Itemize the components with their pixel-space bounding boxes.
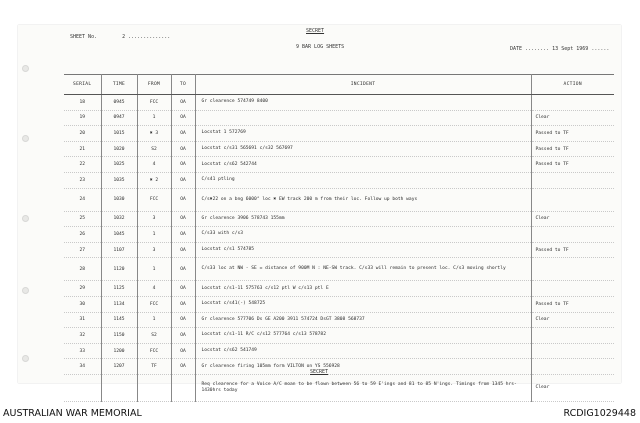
date-value: 13 Sept 1969 (552, 46, 589, 52)
cell-serial: 19 (64, 110, 101, 126)
cell-action: Passed to TF (531, 141, 614, 157)
cell-serial: 31 (64, 312, 101, 328)
cell-to: OA (171, 258, 195, 281)
cell-from: ✖ 2 (137, 172, 171, 188)
col-time: TIME (101, 75, 137, 95)
table-row (64, 126, 614, 142)
table-row (64, 211, 614, 227)
cell-incident: C/s33 with c/s3 (195, 227, 531, 243)
cell-time: 1150 (101, 328, 137, 344)
cell-incident: Locstat 1 572769 (195, 126, 531, 142)
cell-serial: 33 (64, 343, 101, 359)
cell-from: 3 (137, 211, 171, 227)
cell-incident: Locstat c/s41(-) 548725 (195, 296, 531, 312)
cell-time: 0947 (101, 110, 137, 126)
punch-hole (22, 355, 29, 362)
cell-from: 1 (137, 312, 171, 328)
cell-incident (195, 110, 531, 126)
cell-incident: Locstat c/s1-11 R/C c/s12 577764 c/s13 578782 (195, 328, 531, 344)
sheet-value: 2 (122, 34, 126, 40)
cell-time: 1120 (101, 258, 137, 281)
cell-from: 1 (137, 227, 171, 243)
cell-incident: Gr clearence 3906 578743 155mm (195, 211, 531, 227)
cell-time: 1200 (101, 343, 137, 359)
cell-time: 1107 (101, 242, 137, 258)
table-row (64, 296, 614, 312)
cell-time: 1015 (101, 126, 137, 142)
cell-incident: Gr clearence firing 105mm form VILTON on YS 556928 (195, 359, 531, 375)
cell-action: Clear (531, 312, 614, 328)
cell-action (531, 95, 614, 111)
cell-action: Passed to TF (531, 296, 614, 312)
cell-incident: C/s✖22 on a bng 6000° loc ✖ EW track 200 m from their loc. Follow up both ways (195, 188, 531, 211)
cell-time: 1125 (101, 281, 137, 297)
cell-serial: 34 (64, 359, 101, 375)
cell-to: OA (171, 95, 195, 111)
cell-to: OA (171, 328, 195, 344)
cell-from: FCC (137, 188, 171, 211)
punch-hole (22, 215, 29, 222)
cell-time: 1032 (101, 211, 137, 227)
cell-serial: 20 (64, 126, 101, 142)
table-row (64, 258, 614, 281)
sheet-number: SHEET No. 2 .............. (70, 34, 171, 40)
cell-incident: Gr clearence 577706 Ds GE A200 3911 574724 DsGT 3808 568737 (195, 312, 531, 328)
table-row (64, 172, 614, 188)
cell-serial: 26 (64, 227, 101, 243)
cell-to: OA (171, 157, 195, 173)
col-action: ACTION (531, 75, 614, 95)
cell-from: 3 (137, 242, 171, 258)
cell-to: OA (171, 242, 195, 258)
cell-from: FCC (137, 95, 171, 111)
punch-hole (22, 135, 29, 142)
cell-serial: 21 (64, 141, 101, 157)
cell-time: 1134 (101, 296, 137, 312)
cell-from: FCC (137, 296, 171, 312)
cell-action (531, 188, 614, 211)
cell-serial: 28 (64, 258, 101, 281)
cell-time: 1145 (101, 312, 137, 328)
cell-serial: 23 (64, 172, 101, 188)
cell-time: 1025 (101, 157, 137, 173)
table-row (64, 242, 614, 258)
cell-from: S2 (137, 328, 171, 344)
cell-to: OA (171, 141, 195, 157)
cell-serial: 30 (64, 296, 101, 312)
cell-action: Clear (531, 110, 614, 126)
table-row (64, 227, 614, 243)
table-row (64, 110, 614, 126)
cell-action (531, 328, 614, 344)
col-from: FROM (137, 75, 171, 95)
col-to: TO (171, 75, 195, 95)
table-row (64, 359, 614, 375)
punch-hole (22, 287, 29, 294)
cell-serial: 32 (64, 328, 101, 344)
cell-time: 1045 (101, 227, 137, 243)
table-row (64, 157, 614, 173)
cell-incident: Locstat c/s62 541749 (195, 343, 531, 359)
cell-serial: 27 (64, 242, 101, 258)
cell-from: TF (137, 359, 171, 375)
col-incident: INCIDENT (195, 75, 531, 95)
cell-action: Passed to TF (531, 126, 614, 142)
cell-from: 1 (137, 110, 171, 126)
cell-action (531, 227, 614, 243)
cell-to: OA (171, 296, 195, 312)
cell-action: Passed to TF (531, 157, 614, 173)
cell-to: OA (171, 188, 195, 211)
cell-incident: Req clearence for a Voice A/C moan to be flown between 56 to 59 E'ings and 81 to 85 N'ings. Timings from 1345 hrs- 1430hrs today (195, 374, 531, 401)
cell-to: OA (171, 281, 195, 297)
cell-incident: C/s33 loc at NW - SE = distance of 900M N : NE-SW track. C/s33 will remain to present loc. C/s3 moving shortly (195, 258, 531, 281)
cell-to: OA (171, 359, 195, 375)
cell-action (531, 359, 614, 375)
cell-time: 1020 (101, 141, 137, 157)
cell-incident: Gr clearence 574749 8400 (195, 95, 531, 111)
cell-from (137, 374, 171, 401)
table-row (64, 188, 614, 211)
cell-from: 4 (137, 157, 171, 173)
cell-incident: Locstat c/s62 542744 (195, 157, 531, 173)
cell-to: OA (171, 126, 195, 142)
cell-time: 1207 (101, 359, 137, 375)
col-serial: SERIAL (64, 75, 101, 95)
cell-serial: 22 (64, 157, 101, 173)
table-row (64, 95, 614, 111)
cell-incident: Locstat c/s31 565691 c/s32 567697 (195, 141, 531, 157)
log-table (64, 74, 614, 402)
cell-to: OA (171, 312, 195, 328)
table-row (64, 141, 614, 157)
table-row (64, 328, 614, 344)
cell-from: 4 (137, 281, 171, 297)
cell-incident: C/s41 ptling (195, 172, 531, 188)
cell-action (531, 258, 614, 281)
cell-time: 0945 (101, 95, 137, 111)
cell-from: 1 (137, 258, 171, 281)
cell-from: S2 (137, 141, 171, 157)
cell-serial (64, 374, 101, 401)
cell-time: 1030 (101, 188, 137, 211)
classification-bottom: SECRET (310, 369, 329, 375)
cell-action: Clear (531, 374, 614, 401)
cell-to: OA (171, 110, 195, 126)
cell-action (531, 172, 614, 188)
log-sheet-page (18, 25, 621, 393)
cell-to: OA (171, 172, 195, 188)
cell-from: FCC (137, 343, 171, 359)
table-row (64, 374, 614, 401)
sheet-label: SHEET No. (70, 34, 98, 40)
table-row (64, 343, 614, 359)
cell-serial: 24 (64, 188, 101, 211)
cell-to (171, 374, 195, 401)
date-field: DATE ........ 13 Sept 1969 ...... (510, 46, 610, 52)
cell-incident: Locstat c/s1 574785 (195, 242, 531, 258)
cell-serial: 18 (64, 95, 101, 111)
date-label: DATE (510, 46, 523, 52)
table-header-row (64, 75, 614, 95)
punch-hole (22, 65, 29, 72)
cell-action (531, 281, 614, 297)
cell-serial: 29 (64, 281, 101, 297)
cell-incident: Locstat c/s1-11 575763 c/s12 ptl W c/s13 ptl E (195, 281, 531, 297)
catalogue-id: RCDIG1029448 (563, 408, 636, 419)
form-title: 9 BAR LOG SHEETS (296, 44, 345, 50)
table-row (64, 312, 614, 328)
cell-serial: 25 (64, 211, 101, 227)
cell-time: 1035 (101, 172, 137, 188)
cell-from: ✖ 3 (137, 126, 171, 142)
cell-to: OA (171, 227, 195, 243)
cell-to: OA (171, 343, 195, 359)
cell-action: Passed to TF (531, 242, 614, 258)
cell-time (101, 374, 137, 401)
table-row (64, 281, 614, 297)
cell-to: OA (171, 211, 195, 227)
classification-top: SECRET (306, 28, 325, 34)
cell-action (531, 343, 614, 359)
cell-action: Clear (531, 211, 614, 227)
archive-name: AUSTRALIAN WAR MEMORIAL (3, 408, 142, 419)
